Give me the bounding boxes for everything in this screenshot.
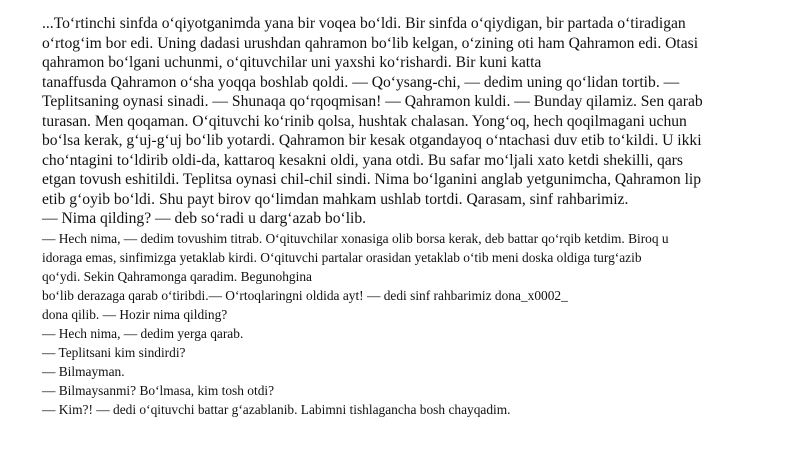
text-line: qahramon bo‘lgani uchunmi, o‘qituvchilar uni yaxshi ko‘rishardi. Bir kuni katta — [42, 54, 542, 71]
dialogue-line: — Bilmayman. — [42, 363, 125, 379]
dialogue-line: — Hech nima, — dedim tovushim titrab. O‘qituvchilar xonasiga olib borsa kerak, deb battar qo‘rqib ketdim. Biroq u — [42, 230, 669, 246]
text-line: turasan. Men qoqaman. O‘qituvchi ko‘rinib qolsa, hushtak chalasan. Yong‘oq, hech qoqilmagani uchun — [42, 112, 687, 130]
text-line: tanaffusda Qahramon o‘sha yoqqa boshlab qoldi. — Qo‘ysang-chi, — dedim uning qo‘lidan tortib. — — [42, 73, 680, 91]
text-line: ...To‘rtinchi sinfda o‘qiyotganimda yana bir voqea bo‘ldi. Bir sinfda o‘qiydigan, bir partada o‘tiradigan — [42, 15, 686, 32]
dialogue-line: bo‘lib derazaga qarab o‘tiribdi.— O‘rtoqlaringni oldida ayt! — dedi sinf rahbarimiz dona_x0002_ — [42, 287, 568, 303]
text-line: — Nima qilding? — deb so‘radi u darg‘azab bo‘lib. — [42, 210, 367, 227]
dialogue-line: qo‘ydi. Sekin Qahramonga qaradim. Begunohgina — [42, 268, 312, 284]
dialogue-line: — Teplitsani kim sindirdi? — [42, 344, 186, 360]
text-line: etgan tovush eshitildi. Teplitsa oynasi chil-chil sindi. Nima bo‘lganini anglab yetgunimcha, Qahramon lip — [42, 171, 702, 188]
story-paragraph — [42, 14, 794, 229]
dialogue-line: idoraga emas, sinfimizga yetaklab kirdi. O‘qituvchi partalar orasidan yetaklab o‘tib meni doska oldiga turg‘azib — [42, 249, 642, 265]
dialogue-line: dona qilib. — Hozir nima qilding? — [42, 306, 228, 322]
text-line: bo‘lsa kerak, g‘uj-g‘uj bo‘lib yotardi. Qahramon bir kesak otgandayoq o‘ntachasi duv etib to‘kildi. U ikki — [42, 132, 702, 149]
dialogue-line: — Hech nima, — dedim yerga qarab. — [42, 325, 244, 341]
text-line: cho‘ntagini to‘ldirib oldi-da, kattaroq kesakni oldi, yana otdi. Bu safar mo‘ljali xato ketdi shekilli, qars — [42, 151, 683, 169]
text-line: etib g‘oyib bo‘ldi. Shu payt birov qo‘limdan mahkam ushlab tortdi. Qarasam, sinf rahbarimiz. — [42, 190, 629, 208]
dialogue-line: — Bilmaysanmi? Bo‘lmasa, kim tosh otdi? — [42, 382, 275, 398]
document-body — [42, 14, 794, 419]
dialogue-line: — Kim?! — dedi o‘qituvchi battar g‘azablanib. Labimni tishlagancha bosh chayqadim. — [42, 401, 511, 417]
text-line: Teplitsaning oynasi sinadi. — Shunaqa qo‘rqoqmisan! — Qahramon kuldi. — Bunday qilamiz. Sen qarab — [42, 93, 703, 110]
dialogue-section — [42, 229, 794, 419]
text-line: o‘rtog‘im bor edi. Uning dadasi urushdan qahramon bo‘lib kelgan, o‘zining oti ham Qahramon edi. Otasi — [42, 34, 699, 52]
